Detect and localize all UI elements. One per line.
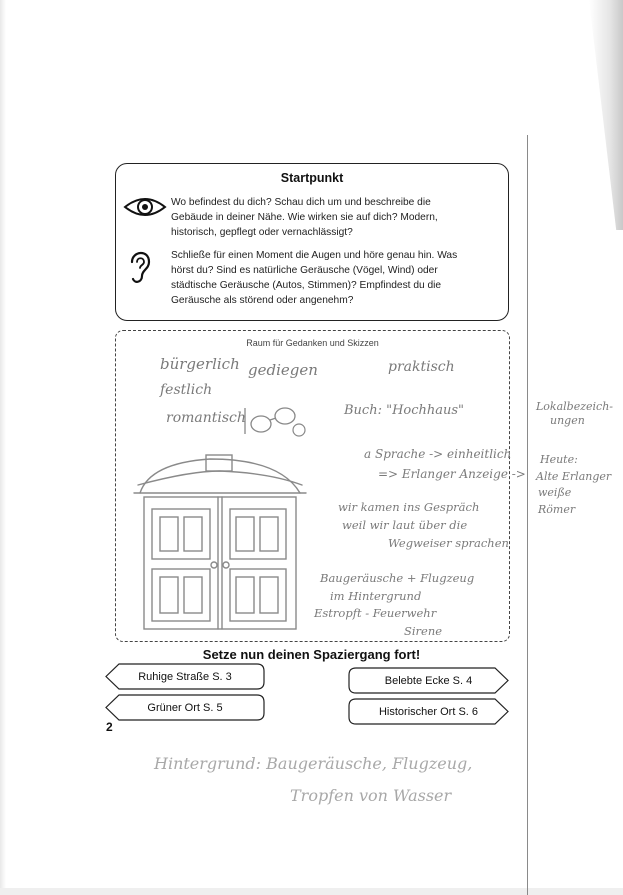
nav-sign-belebte-ecke[interactable] [348, 667, 509, 694]
continue-heading: Setze nun deinen Spaziergang fort! [202, 647, 421, 662]
ear-text [171, 248, 457, 308]
sketch-area-label: Raum für Gedanken und Skizzen [246, 338, 379, 348]
handwriting-buergerlich: bürgerlich [160, 355, 240, 373]
handwriting-gespraech-3: Wegweiser sprachen [388, 536, 509, 550]
glasses-doodle [243, 404, 309, 438]
nav-sign-gruener-ort[interactable] [105, 694, 265, 721]
ear-icon [127, 248, 153, 286]
margin-note-lokal-1: Lokalbezeich- [536, 400, 614, 413]
handwriting-sirene: Sirene [404, 624, 443, 638]
handwriting-bau-2: im Hintergrund [330, 589, 422, 603]
nav-sign-historischer-ort[interactable] [348, 698, 509, 725]
handwriting-gespraech-2: weil wir laut über die [342, 518, 468, 532]
handwriting-festlich: festlich [160, 382, 213, 398]
start-box-title: Startpunkt [280, 171, 344, 185]
handwriting-buch: Buch: "Hochhaus" [344, 403, 465, 418]
ear-text-line: hörst du? Sind es natürliche Geräusche (Vögel, Wind) oder [171, 265, 438, 276]
margin-note-lokal-2: ungen [550, 414, 585, 427]
nav-sign-label: Grüner Ort S. 5 [147, 701, 223, 714]
ear-text-line: Schließe für einen Moment die Augen und höre genau hin. Was [171, 250, 458, 261]
handwriting-praktisch: praktisch [388, 359, 455, 375]
margin-note-alte: Alte Erlanger [536, 470, 612, 483]
margin-note-weisse: weiße [538, 486, 572, 499]
eye-text [171, 195, 438, 240]
nav-sign-label: Belebte Ecke S. 4 [384, 674, 473, 687]
door-sketch [130, 453, 310, 633]
eye-text-line: historisch, gepflegt oder vernachlässigt? [171, 227, 353, 238]
bottom-note-line-2: Tropfen von Wasser [290, 786, 452, 805]
handwriting-erlanger: => Erlanger Anzeige -> [378, 467, 526, 481]
eye-text-line: Wo befindest du dich? Schau dich um und beschreibe die [171, 197, 431, 208]
page-edge-shadow [0, 0, 6, 888]
nav-sign-label: Historischer Ort S. 6 [378, 705, 479, 718]
eye-text-line: Gebäude in deiner Nähe. Wie wirken sie auf dich? Modern, [171, 212, 438, 223]
bottom-note-line-1: Hintergrund: Baugeräusche, Flugzeug, [154, 754, 473, 773]
start-box [115, 163, 509, 321]
ear-text-line: städtische Geräusche (Autos, Stimmen)? Empfindest du die [171, 280, 442, 291]
handwriting-gespraech-1: wir kamen ins Gespräch [338, 500, 480, 514]
ear-text-line: Geräusche als störend oder angenehm? [171, 295, 354, 306]
handwriting-romantisch: romantisch [166, 410, 246, 426]
handwriting-gediegen: gediegen [248, 361, 318, 379]
eye-icon [123, 194, 167, 220]
nav-sign-label: Ruhige Straße S. 3 [138, 670, 232, 683]
handwriting-bau-1: Baugeräusche + Flugzeug [320, 571, 475, 585]
nav-sign-ruhige-strasse[interactable] [105, 663, 265, 690]
binding-line [527, 135, 528, 895]
handwriting-estrich: Estropft - Feuerwehr [314, 606, 437, 620]
handwriting-sprache: a Sprache -> einheitlich [364, 447, 512, 461]
page-number: 2 [106, 720, 113, 734]
margin-note-heute: Heute: [540, 453, 578, 466]
margin-note-roemer: Römer [538, 503, 576, 516]
page-corner-shadow [589, 0, 623, 230]
